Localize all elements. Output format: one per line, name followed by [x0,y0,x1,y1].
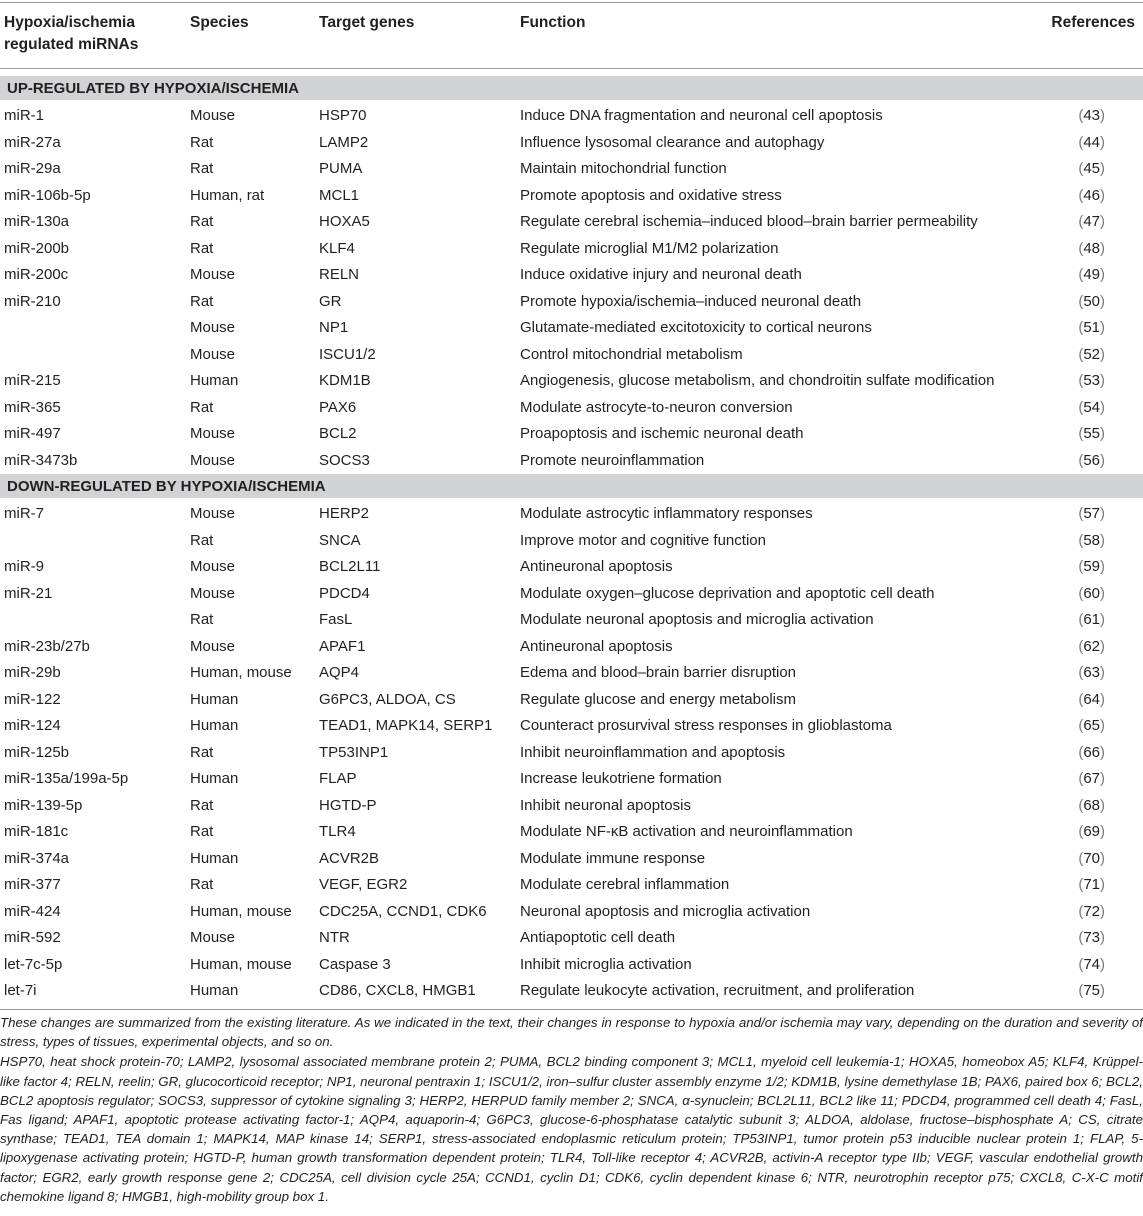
mirna-cell: miR-7 [4,505,44,522]
function-cell: Glutamate-mediated excitotoxicity to cortical neurons [520,319,872,336]
mirna-cell: miR-181c [4,823,69,840]
reference-cell: (59) [1078,558,1105,575]
reference-number: 51 [1083,319,1100,336]
function-cell: Influence lysosomal clearance and autophagy [520,133,825,151]
reference-number: 61 [1083,611,1100,628]
function-cell: Improve motor and cognitive function [520,531,766,549]
table-row [0,528,1143,555]
target-genes-cell: SOCS3 [319,451,370,469]
mirna-cell: miR-130a [4,213,70,230]
reference-cell: (72) [1078,902,1105,920]
reference-cell: (52) [1078,345,1105,363]
reference-number: 71 [1083,876,1100,893]
target-genes-cell: BCL2L11 [319,558,381,575]
species-cell: Mouse [190,107,236,124]
mirna-cell: miR-497 [4,425,61,442]
table-row [0,687,1143,714]
species-cell: Mouse [190,425,236,442]
reference-cell: (43) [1078,107,1105,124]
table-row [0,209,1143,236]
mirna-cell: miR-377 [4,876,61,893]
function-cell: Modulate oxygen–glucose deprivation and apoptotic cell death [520,584,935,602]
reference-number: 54 [1083,398,1100,416]
target-genes-cell: HOXA5 [319,213,370,230]
species-cell: Mouse [190,345,236,363]
mirna-cell: miR-23b/27b [4,637,90,655]
target-genes-cell: CD86, CXCL8, HMGB1 [319,982,476,999]
reference-cell: (68) [1078,796,1105,814]
table-row [0,236,1143,263]
species-cell: Rat [190,398,214,416]
reference-cell: (56) [1078,451,1105,469]
mirna-cell: miR-27a [4,133,61,151]
target-genes-cell: Caspase 3 [319,955,391,973]
mirna-cell: miR-122 [4,690,61,708]
function-cell: Regulate leukocyte activation, recruitment, and proliferation [520,982,915,999]
reference-cell: (44) [1078,133,1105,151]
mirna-cell: miR-106b-5p [4,186,91,204]
function-cell: Promote hypoxia/ischemia–induced neuronal death [520,292,862,310]
target-genes-cell: LAMP2 [319,133,369,151]
species-cell: Human, mouse [190,664,292,681]
reference-number: 75 [1083,982,1100,999]
target-genes-cell: FasL [319,611,353,628]
mirna-cell: miR-124 [4,717,61,734]
function-cell: Modulate astrocytic inflammatory responses [520,505,813,522]
target-genes-cell: APAF1 [319,637,366,655]
table-bottom-rule [0,1009,1143,1010]
function-cell: Induce oxidative injury and neuronal death [520,266,802,283]
reference-cell: (57) [1078,505,1105,522]
table-row [0,262,1143,289]
reference-number: 45 [1083,160,1100,177]
function-cell: Antineuronal apoptosis [520,637,673,655]
table-row [0,925,1143,952]
reference-number: 72 [1083,902,1100,920]
table-row [0,766,1143,793]
table-row [0,130,1143,157]
function-cell: Modulate NF-κB activation and neuroinflammation [520,823,853,840]
mirna-cell: let-7i [4,982,37,999]
header-target-genes: Target genes [319,14,415,31]
table-row [0,368,1143,395]
target-genes-cell: TLR4 [319,823,356,840]
reference-number: 46 [1083,186,1100,204]
table-row [0,342,1143,369]
target-genes-cell: CDC25A, CCND1, CDK6 [319,902,487,920]
target-genes-cell: SNCA [319,531,361,549]
species-cell: Human [190,372,239,389]
function-cell: Inhibit neuronal apoptosis [520,796,691,814]
table-row [0,793,1143,820]
reference-number: 50 [1083,292,1100,310]
header-mirna [4,12,138,56]
table-row [0,846,1143,873]
mirna-cell: miR-139-5p [4,796,83,814]
target-genes-cell: HERP2 [319,505,370,522]
target-genes-cell: KDM1B [319,372,371,389]
target-genes-cell: TP53INP1 [319,743,389,761]
reference-number: 68 [1083,796,1100,814]
reference-number: 58 [1083,531,1100,549]
species-cell: Rat [190,876,214,893]
table-row [0,289,1143,316]
reference-cell: (45) [1078,160,1105,177]
reference-number: 70 [1083,849,1100,867]
header-mirna-line2: regulated miRNAs [4,36,139,53]
species-cell: Rat [190,796,214,814]
species-cell: Rat [190,823,214,840]
function-cell: Increase leukotriene formation [520,770,722,787]
target-genes-cell: MCL1 [319,186,360,204]
reference-cell: (60) [1078,584,1105,602]
table-footnotes [0,1013,1143,1207]
function-cell: Promote neuroinflammation [520,451,705,469]
header-rule [0,68,1143,69]
species-cell: Human [190,770,239,787]
function-cell: Neuronal apoptosis and microglia activation [520,902,811,920]
reference-number: 43 [1083,107,1100,124]
reference-number: 66 [1083,743,1100,761]
footnote-abbreviations: HSP70, heat shock protein-70; LAMP2, lysosomal associated membrane protein 2; PUMA, BCL2 binding component 3; MCL1, myeloid cell leukemia-1; HOXA5, homeobox A5; KLF4, Krüppel-like factor 4; RELN, reelin; GR, glucocorticoid receptor; NP1, neuronal pentraxin 1; ISCU1/2, iron–sulfur cluster assembly enzyme 1/2; KDM1B, lysine demethylase 1B; PAX6, paired box 6; BCL2, BCL2 apoptosis regulator; SOCS3, suppressor of cytokine signaling 3; HERP2, HERPUD family member 2; SNCA, α-synuclein; BCL2L11, BCL2 like 11; PDCD4, programmed cell death 4; FasL, Fas ligand; APAF1, apoptotic protease activating factor-1; AQP4, aquaporin-4; G6PC3, glucose-6-phosphatase catalytic subunit 3; ALDOA, aldolase, fructose–bisphosphate A; CS, citrate synthase; TEAD1, TEA domain 1; MAPK14, MAP kinase 14; SERP1, stress-associated endoplasmic reticulum protein; TP53INP1, tumor protein p53 inducible nuclear protein 1; FLAP, 5-lipoxygenase activating protein; HGTD-P, human growth transformation dependent protein; TLR4, Toll-like receptor 4; ACVR2B, activin-A receptor type IIb; VEGF, vascular endothelial growth factor; EGR2, early growth response gene 2; CDC25A, cell division cycle 25A; CCND1, cyclin D1; CDK6, cyclin dependent kinase 6; NTR, neurotrophin receptor p75; CXCL8, C-X-C motif chemokine ligand 8; HMGB1, high-mobility group box 1. [0,1054,1143,1204]
reference-number: 74 [1083,955,1100,973]
table-row [0,872,1143,899]
target-genes-cell: VEGF, EGR2 [319,876,408,893]
table-row [0,660,1143,687]
reference-cell: (75) [1078,982,1105,999]
target-genes-cell: NTR [319,929,350,946]
reference-number: 48 [1083,239,1100,257]
function-cell: Maintain mitochondrial function [520,160,727,177]
species-cell: Mouse [190,319,236,336]
reference-number: 49 [1083,266,1100,283]
reference-cell: (64) [1078,690,1105,708]
reference-cell: (49) [1078,266,1105,283]
target-genes-cell: HGTD-P [319,796,377,814]
mirna-cell: miR-21 [4,584,53,602]
reference-cell: (51) [1078,319,1105,336]
target-genes-cell: RELN [319,266,360,283]
reference-cell: (67) [1078,770,1105,787]
reference-number: 57 [1083,505,1100,522]
header-function: Function [520,14,586,31]
reference-number: 63 [1083,664,1100,681]
target-genes-cell: PUMA [319,160,363,177]
table-row [0,554,1143,581]
reference-number: 73 [1083,929,1100,946]
target-genes-cell: FLAP [319,770,357,787]
target-genes-cell: AQP4 [319,664,360,681]
species-cell: Mouse [190,505,236,522]
function-cell: Modulate astrocyte-to-neuron conversion [520,398,793,416]
reference-number: 69 [1083,823,1100,840]
species-cell: Rat [190,133,214,151]
header-mirna-line1: Hypoxia/ischemia [4,14,135,31]
table-row [0,183,1143,210]
reference-cell: (71) [1078,876,1105,893]
table-row [0,978,1143,1005]
reference-number: 55 [1083,425,1100,442]
reference-cell: (73) [1078,929,1105,946]
header-references: References [1051,14,1135,31]
table-row [0,634,1143,661]
reference-cell: (55) [1078,425,1105,442]
species-cell: Mouse [190,266,236,283]
reference-number: 65 [1083,717,1100,734]
table-row [0,581,1143,608]
mirna-cell: miR-135a/199a-5p [4,770,129,787]
mirna-cell: miR-374a [4,849,70,867]
reference-number: 44 [1083,133,1100,151]
target-genes-cell: G6PC3, ALDOA, CS [319,690,456,708]
header-species: Species [190,14,249,31]
function-cell: Regulate microglial M1/M2 polarization [520,239,779,257]
mirna-cell: miR-9 [4,558,44,575]
reference-cell: (50) [1078,292,1105,310]
section-header: DOWN-REGULATED BY HYPOXIA/ISCHEMIA [0,474,1143,498]
target-genes-cell: PAX6 [319,398,357,416]
table-row [0,395,1143,422]
table-row [0,156,1143,183]
mirna-cell: miR-29a [4,160,61,177]
footnote-summary: These changes are summarized from the existing literature. As we indicated in the text, their changes in response to hypoxia and/or ischemia may vary, depending on the duration and severity of stress, types of tissues, experimental objects, and so on. [0,1015,1143,1050]
reference-cell: (61) [1078,611,1105,628]
mirna-cell: miR-1 [4,107,44,124]
target-genes-cell: ISCU1/2 [319,345,376,363]
table-row [0,315,1143,342]
reference-cell: (46) [1078,186,1105,204]
reference-number: 52 [1083,345,1100,363]
function-cell: Promote apoptosis and oxidative stress [520,186,782,204]
function-cell: Angiogenesis, glucose metabolism, and chondroitin sulfate modification [520,372,995,389]
reference-cell: (47) [1078,213,1105,230]
table-row [0,607,1143,634]
target-genes-cell: NP1 [319,319,349,336]
mirna-cell: miR-29b [4,664,61,681]
table-row [0,501,1143,528]
function-cell: Modulate neuronal apoptosis and microglia activation [520,611,874,628]
species-cell: Rat [190,611,214,628]
mirna-cell: miR-215 [4,372,61,389]
species-cell: Rat [190,292,214,310]
reference-number: 67 [1083,770,1100,787]
mirna-cell: miR-592 [4,929,61,946]
reference-number: 64 [1083,690,1100,708]
section-header: UP-REGULATED BY HYPOXIA/ISCHEMIA [0,76,1143,100]
function-cell: Modulate cerebral inflammation [520,876,730,893]
species-cell: Human [190,690,239,708]
table-row [0,899,1143,926]
table-row [0,103,1143,130]
function-cell: Modulate immune response [520,849,706,867]
table-top-rule [0,2,1143,3]
function-cell: Induce DNA fragmentation and neuronal cell apoptosis [520,107,883,124]
function-cell: Antineuronal apoptosis [520,558,673,575]
species-cell: Rat [190,743,214,761]
table-row [0,740,1143,767]
reference-cell: (65) [1078,717,1105,734]
species-cell: Human, rat [190,186,265,204]
table-row [0,952,1143,979]
reference-number: 56 [1083,451,1100,469]
species-cell: Human [190,849,239,867]
reference-cell: (48) [1078,239,1105,257]
table-row [0,713,1143,740]
species-cell: Mouse [190,558,236,575]
function-cell: Inhibit microglia activation [520,955,692,973]
function-cell: Regulate cerebral ischemia–induced blood–brain barrier permeability [520,213,978,230]
mirna-cell: miR-365 [4,398,61,416]
species-cell: Human, mouse [190,902,292,920]
mirna-cell: miR-424 [4,902,61,920]
mirna-cell: miR-200b [4,239,70,257]
species-cell: Rat [190,239,214,257]
reference-number: 47 [1083,213,1100,230]
mirna-cell: miR-210 [4,292,61,310]
function-cell: Regulate glucose and energy metabolism [520,690,796,708]
species-cell: Rat [190,531,214,549]
target-genes-cell: KLF4 [319,239,355,257]
reference-number: 60 [1083,584,1100,602]
table-row [0,421,1143,448]
species-cell: Human [190,982,239,999]
reference-cell: (63) [1078,664,1105,681]
reference-number: 59 [1083,558,1100,575]
function-cell: Inhibit neuroinflammation and apoptosis [520,743,786,761]
table-row [0,448,1143,475]
target-genes-cell: HSP70 [319,107,367,124]
species-cell: Mouse [190,451,236,469]
reference-number: 53 [1083,372,1100,389]
target-genes-cell: PDCD4 [319,584,370,602]
function-cell: Proapoptosis and ischemic neuronal death [520,425,804,442]
mirna-cell: let-7c-5p [4,955,63,973]
species-cell: Mouse [190,929,236,946]
species-cell: Rat [190,160,214,177]
species-cell: Rat [190,213,214,230]
species-cell: Human, mouse [190,955,292,973]
target-genes-cell: BCL2 [319,425,357,442]
mirna-cell: miR-3473b [4,451,78,469]
reference-number: 62 [1083,637,1100,655]
target-genes-cell: ACVR2B [319,849,380,867]
reference-cell: (62) [1078,637,1105,655]
reference-cell: (70) [1078,849,1105,867]
function-cell: Control mitochondrial metabolism [520,345,743,363]
species-cell: Human [190,717,239,734]
target-genes-cell: GR [319,292,342,310]
table-body [0,76,1143,1005]
reference-cell: (74) [1078,955,1105,973]
function-cell: Counteract prosurvival stress responses in glioblastoma [520,717,892,734]
reference-cell: (53) [1078,372,1105,389]
reference-cell: (54) [1078,398,1105,416]
mirna-cell: miR-125b [4,743,70,761]
reference-cell: (58) [1078,531,1105,549]
species-cell: Mouse [190,584,236,602]
reference-cell: (69) [1078,823,1105,840]
function-cell: Antiapoptotic cell death [520,929,676,946]
target-genes-cell: TEAD1, MAPK14, SERP1 [319,717,493,734]
table-row [0,819,1143,846]
species-cell: Mouse [190,637,236,655]
mirna-cell: miR-200c [4,266,69,283]
reference-cell: (66) [1078,743,1105,761]
function-cell: Edema and blood–brain barrier disruption [520,664,797,681]
